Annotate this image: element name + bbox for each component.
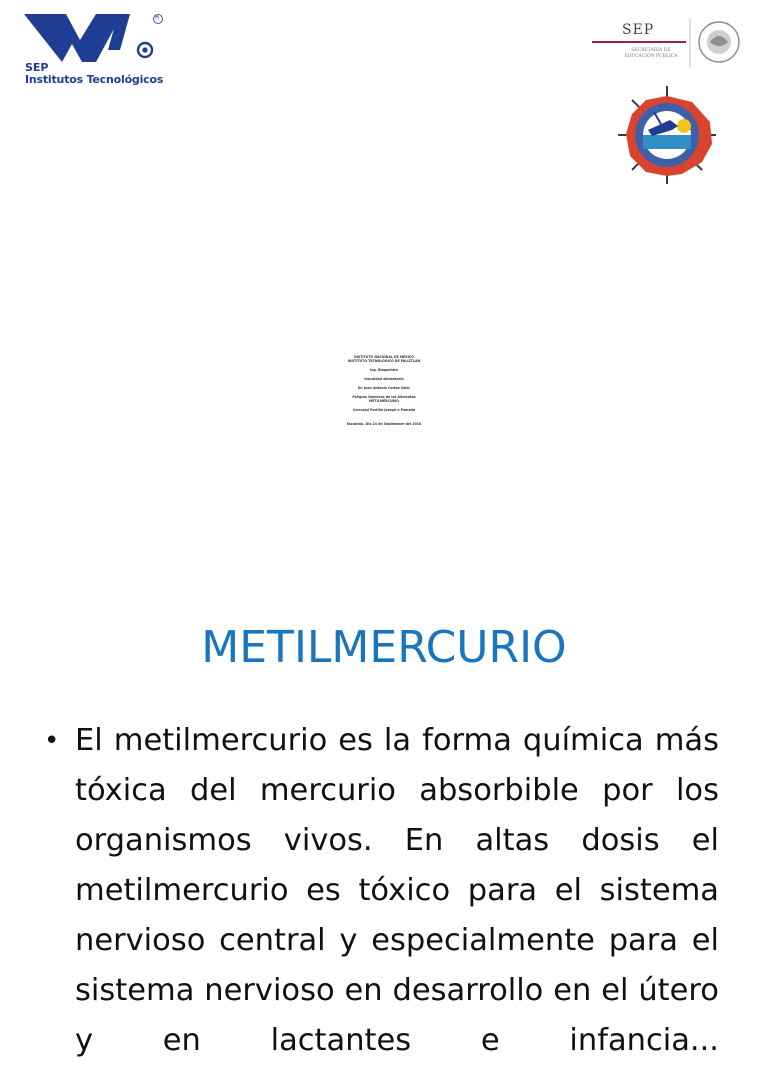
bullet-marker: • — [44, 726, 60, 756]
cover-line: INSTITUTO NACIONAL DE MÉXICO — [354, 355, 414, 359]
cover-line: Escuintla, Dia 24 de Septiembre del 2018 — [346, 422, 422, 427]
paragraph-word: sistema — [75, 973, 195, 1008]
gov-logo-frame — [588, 16, 744, 72]
paragraph-word: los — [675, 773, 719, 808]
paragraph-word: metilmercurio — [113, 723, 328, 758]
paragraph-line — [75, 966, 719, 1016]
paragraph-word: altas — [475, 823, 550, 858]
paragraph-word: metilmercurio — [75, 873, 289, 908]
cover-line: Inocuidad alimentaria — [364, 377, 404, 382]
paragraph-word: y — [339, 923, 358, 958]
paragraph-word: es — [338, 723, 373, 758]
paragraph-word: organismos — [75, 823, 252, 858]
paragraph-word: desarrollo — [392, 973, 544, 1008]
institutos-name: Institutos Tecnológicos — [25, 73, 164, 86]
paragraph-word: el — [554, 873, 582, 908]
paragraph-word: del — [189, 773, 237, 808]
paragraph-word: más — [654, 723, 719, 758]
paragraph-word: El — [75, 723, 103, 758]
sep-government-logo — [588, 16, 744, 72]
paragraph-word: en — [553, 973, 592, 1008]
gov-subtitle — [616, 48, 686, 60]
paragraph-line — [75, 716, 719, 766]
paragraph-text — [75, 716, 719, 1066]
paragraph-word: química — [522, 723, 644, 758]
paragraph-word: sistema — [599, 873, 719, 908]
cover-line: Dr. Juan Antonio Cortez Soler — [357, 386, 411, 391]
paragraph-word: por — [602, 773, 653, 808]
paragraph-word: nervioso — [204, 973, 335, 1008]
paragraph-line — [75, 916, 719, 966]
paragraph-word: forma — [422, 723, 512, 758]
sep-acronym: SEP — [25, 61, 49, 74]
paragraph-word: absorbible — [419, 773, 579, 808]
paragraph-word: vivos. — [283, 823, 373, 858]
paragraph-word: para — [608, 923, 678, 958]
cover-line: Ing. Bioquímica — [370, 368, 398, 373]
paragraph-line — [75, 816, 719, 866]
paragraph-word: central — [219, 923, 326, 958]
paragraph-word: para — [467, 873, 538, 908]
paragraph-word: es — [306, 873, 341, 908]
cover-page-text — [300, 355, 468, 426]
paragraph-word: la — [383, 723, 412, 758]
cover-line: METILMERCURIO — [369, 399, 399, 404]
cover-line: INSTITUTO TECNOLÓGICO DE PALIZTLAN — [347, 359, 421, 364]
paragraph-word: el — [691, 923, 719, 958]
paragraph-word: especialmente — [371, 923, 595, 958]
slide-title: METILMERCURIO — [201, 622, 567, 673]
paragraph-word: mercurio — [259, 773, 396, 808]
paragraph-word: tóxico — [358, 873, 451, 908]
paragraph-word: nervioso — [75, 923, 206, 958]
cover-line: Peligros Químicos de los Alimentos — [352, 395, 416, 400]
sep-institutos-logo — [22, 10, 182, 90]
gear-emblem-icon — [612, 82, 722, 188]
paragraph-word: tóxica — [75, 773, 167, 808]
paragraph-word: En — [404, 823, 444, 858]
paragraph-line: y en lactantes e infancia... — [75, 1023, 719, 1058]
paragraph-word: útero — [638, 973, 719, 1008]
paragraph-word: el — [691, 823, 719, 858]
gov-sep-acronym: SEP — [622, 22, 655, 38]
paragraph-line — [75, 766, 719, 816]
gov-subtitle-line1: SECRETARÍA DE — [631, 48, 671, 53]
sep-wordmark — [25, 62, 163, 86]
paragraph-word: en — [344, 973, 383, 1008]
paragraph-word: el — [601, 973, 629, 1008]
cover-line: Carrasjal Portillo Joseph a Pomeda — [352, 408, 416, 413]
gov-subtitle-line2: EDUCACIÓN PÚBLICA — [624, 54, 678, 59]
paragraph-line — [75, 866, 719, 916]
registered-mark: R — [155, 14, 160, 21]
paragraph-word: dosis — [581, 823, 660, 858]
gear-emblem-graphic — [612, 82, 722, 188]
